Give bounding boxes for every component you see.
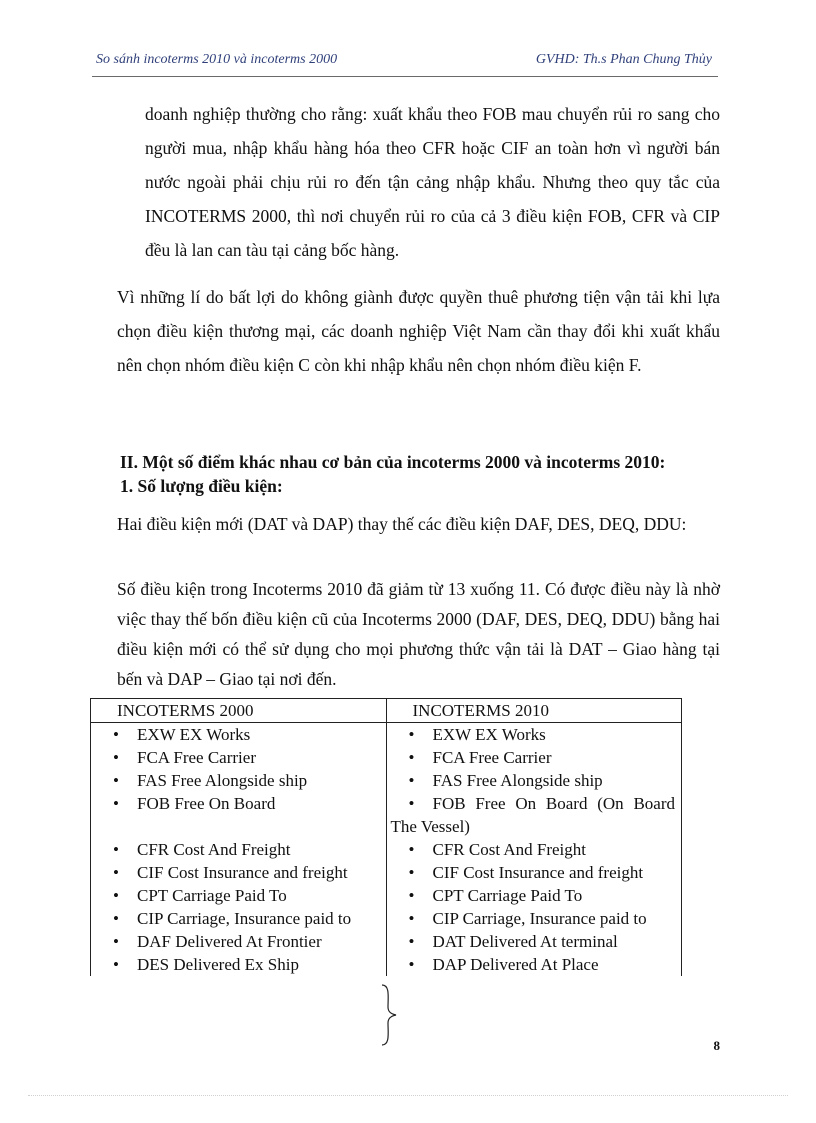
header-supervisor: GVHD: Th.s Phan Chung Thủy — [535, 52, 712, 67]
bullet-icon: • — [113, 794, 119, 813]
list-item: • FOB Free On Board — [95, 792, 380, 815]
list-item: • CFR Cost And Freight — [95, 838, 380, 861]
list-item: • EXW EX Works — [95, 723, 380, 746]
bullet-icon: • — [408, 771, 415, 790]
comparison-table — [90, 698, 682, 976]
bullet-icon: • — [408, 909, 415, 928]
bullet-icon: • — [408, 863, 415, 882]
bullet-icon: • — [408, 840, 415, 859]
paragraph-risk-transfer: doanh nghiệp thường cho rằng: xuất khẩu theo FOB mau chuyển rủi ro sang cho người mua, nhập khẩu hàng hóa theo CFR hoặc CIF an toàn hơn vì người bán nước ngoài phải chịu rủi ro đến tận cảng nhập khẩu. Nhưng theo quy tắc của INCOTERMS 2000, thì nơi chuyển rủi ro của cả 3 điều kiện FOB, CFR và CIP đều là lan can tàu tại cảng bốc hàng. — [145, 104, 720, 260]
bullet-icon: • — [408, 725, 415, 744]
bullet-icon: • — [113, 955, 119, 974]
list-item: • CIF Cost Insurance and freight — [95, 861, 380, 884]
header-divider — [92, 76, 718, 77]
list-item: • FAS Free Alongside ship — [391, 769, 676, 792]
list-item: • CIP Carriage, Insurance paid to — [95, 907, 380, 930]
list-item: • CPT Carriage Paid To — [95, 884, 380, 907]
bullet-icon: • — [408, 886, 415, 905]
bullet-icon: • — [113, 840, 119, 859]
paragraph-term-count: Số điều kiện trong Incoterms 2010 đã giảm từ 13 xuống 11. Có được điều này là nhờ việc thay thế bốn điều kiện cũ của Incoterms 2000 (DAF, DES, DEQ, DDU) bằng hai điều kiện mới có thể sử dụng cho mọi phương thức vận tải là DAT – Giao hàng tại bến và DAP – Giao tại nơi đến. — [117, 579, 720, 689]
paragraph-new-terms: Hai điều kiện mới (DAT và DAP) thay thế các điều kiện DAF, DES, DEQ, DDU: — [117, 514, 687, 534]
bullet-icon: • — [113, 863, 119, 882]
bullet-icon: • — [408, 932, 415, 951]
header-document-title: So sánh incoterms 2010 và incoterms 2000 — [96, 52, 338, 67]
incoterms-2000-column — [91, 723, 387, 977]
bullet-icon: • — [408, 955, 415, 974]
bullet-icon: • — [113, 725, 119, 744]
footer-divider — [28, 1095, 788, 1096]
paragraph-recommendation: Vì những lí do bất lợi do không giành được quyền thuê phương tiện vận tải khi lựa chọn điều kiện thương mại, các doanh nghiệp Việt Nam cần thay đổi khi xuất khẩu nên chọn nhóm điều kiện C còn khi nhập khẩu nên chọn nhóm điều kiện F. — [117, 287, 720, 375]
list-item: • DAP Delivered At Place — [391, 953, 676, 976]
list-item: • FCA Free Carrier — [391, 746, 676, 769]
bullet-icon: • — [408, 794, 415, 813]
table-header-2010: INCOTERMS 2010 — [386, 699, 682, 723]
bullet-icon: • — [408, 748, 415, 767]
incoterms-2010-column — [386, 723, 682, 977]
table-header-2000: INCOTERMS 2000 — [91, 699, 387, 723]
list-item: • DES Delivered Ex Ship — [95, 953, 380, 976]
bullet-icon: • — [113, 748, 119, 767]
page-number: 8 — [713, 1038, 720, 1053]
list-item: • CIP Carriage, Insurance paid to — [391, 907, 676, 930]
bullet-icon: • — [113, 932, 119, 951]
list-item: • DAT Delivered At terminal — [391, 930, 676, 953]
table-body-row — [91, 723, 682, 977]
list-item: • CPT Carriage Paid To — [391, 884, 676, 907]
list-item: • CFR Cost And Freight — [391, 838, 676, 861]
list-item: • FAS Free Alongside ship — [95, 769, 380, 792]
list-item: • DAF Delivered At Frontier — [95, 930, 380, 953]
list-item: • EXW EX Works — [391, 723, 676, 746]
curly-brace-icon — [378, 983, 402, 1047]
list-spacer — [95, 815, 380, 838]
bullet-icon: • — [113, 886, 119, 905]
bullet-icon: • — [113, 909, 119, 928]
table-header-row — [91, 699, 682, 723]
section-heading: II. Một số điểm khác nhau cơ bản của incoterms 2000 và incoterms 2010: — [120, 452, 666, 472]
list-item: • FOB Free On Board (On Board The Vessel) — [390, 794, 675, 836]
list-item: • CIF Cost Insurance and freight — [391, 861, 676, 884]
list-item: • FCA Free Carrier — [95, 746, 380, 769]
bullet-icon: • — [113, 771, 119, 790]
subsection-heading: 1. Số lượng điều kiện: — [120, 476, 283, 496]
